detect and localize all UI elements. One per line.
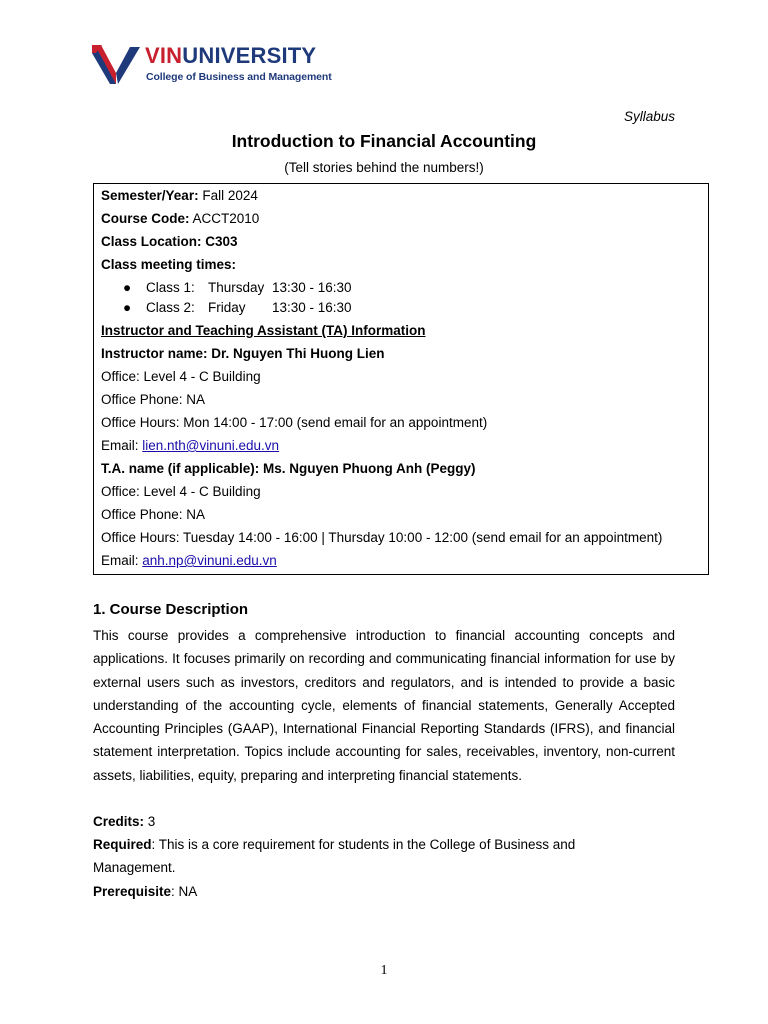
course-description-paragraph: This course provides a comprehensive introduction to financial accounting concepts and applications. It focuses primarily on recording and communicating financial information for use by external users such as investors, creditors and regulators, and is intended to provide a basic understanding of the accounting cycle, elements of financial statements, Generally Accepted Accounting Principles (GAAP), International Financial Reporting Standards (IFRS), and financial statement interpretation. Topics include accounting for sales, receivables, inventory, non-current assets, liabilities, equity, preparing and interpreting financial statements. <box>93 628 675 783</box>
instructor-name: Instructor name: Dr. Nguyen Thi Huong Lien <box>101 346 385 361</box>
instructor-office: Office: Level 4 - C Building <box>101 369 261 384</box>
document-title: Introduction to Financial Accounting <box>231 131 537 151</box>
meeting-times-label: Class meeting times: <box>101 257 237 272</box>
syllabus-tag: Syllabus <box>623 109 675 124</box>
semester-line: Semester/Year: Fall 2024 <box>101 188 258 203</box>
logo-college-name: College of Business and Management <box>146 71 332 83</box>
instructor-phone: Office Phone: NA <box>101 392 206 407</box>
class-location-line: Class Location: C303 <box>101 234 238 249</box>
ta-phone: Office Phone: NA <box>101 507 206 522</box>
class-schedule-item: ● Class 1: Thursday 13:30 - 16:30 <box>101 278 708 298</box>
vinuni-logo-mark-icon <box>92 43 140 85</box>
staff-info-heading: Instructor and Teaching Assistant (TA) Information <box>101 323 426 338</box>
university-logo <box>92 43 332 87</box>
course-description-heading: 1. Course Description <box>93 601 249 618</box>
page-number: 1 <box>380 963 388 978</box>
bullet-icon: ● <box>123 280 132 295</box>
ta-email-line: Email: anh.np@vinuni.edu.vn <box>101 553 277 568</box>
document-subtitle: (Tell stories behind the numbers!) <box>284 160 484 175</box>
logo-wordmark: VINUNIVERSITY <box>145 43 317 68</box>
bullet-icon: ● <box>123 300 132 315</box>
class-schedule-item: ● Class 2: Friday 13:30 - 16:30 <box>101 298 708 318</box>
ta-office: Office: Level 4 - C Building <box>101 484 261 499</box>
course-info-box <box>93 183 709 575</box>
instructor-office-hours: Office Hours: Mon 14:00 - 17:00 (send email for an appointment) <box>101 415 488 430</box>
instructor-email-line: Email: lien.nth@vinuni.edu.vn <box>101 438 280 453</box>
credits-line: Credits: 3 <box>93 814 156 829</box>
ta-office-hours: Office Hours: Tuesday 14:00 - 16:00 | Thursday 10:00 - 12:00 (send email for an appointment) <box>101 530 663 545</box>
ta-name: T.A. name (if applicable): Ms. Nguyen Phuong Anh (Peggy) <box>101 461 476 476</box>
required-line: Required: This is a core requirement for students in the College of Business and <box>93 837 576 852</box>
prerequisite-line: Prerequisite: NA <box>93 884 198 899</box>
course-code-line: Course Code: ACCT2010 <box>101 211 260 226</box>
ta-email-link[interactable]: anh.np@vinuni.edu.vn <box>142 553 277 568</box>
required-line-continued: Management. <box>93 860 176 875</box>
instructor-email-link[interactable]: lien.nth@vinuni.edu.vn <box>142 438 280 453</box>
